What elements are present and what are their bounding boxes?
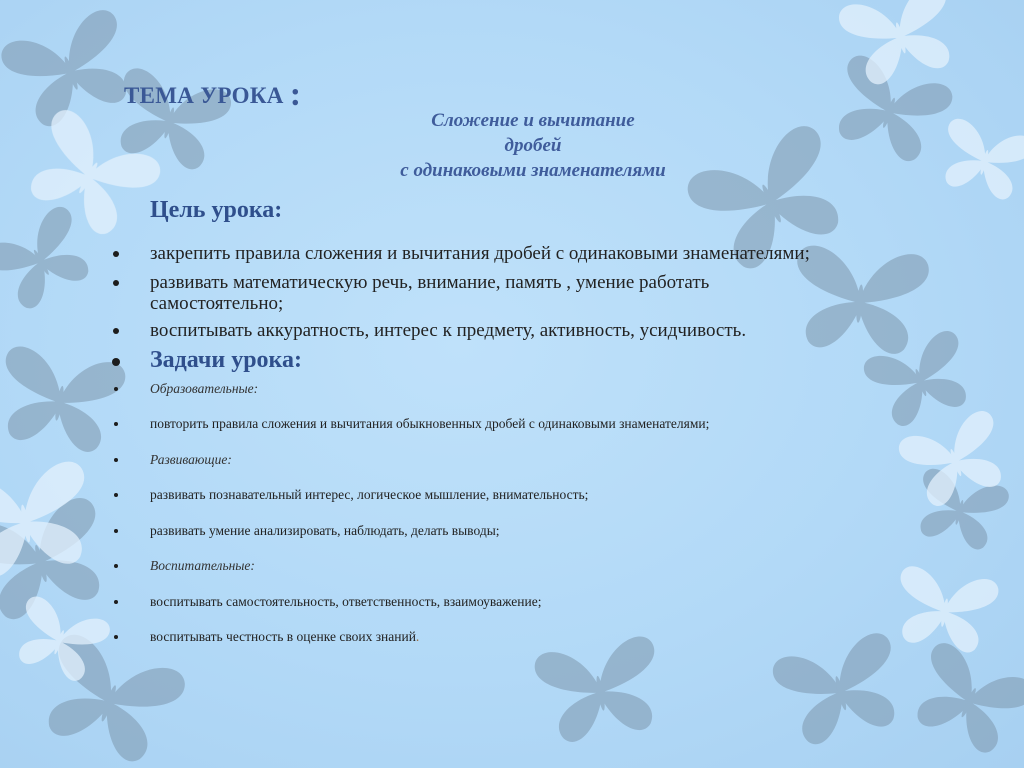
subtitle-line: дробей xyxy=(504,135,562,156)
goal-text: самостоятельно; xyxy=(150,293,284,314)
goal-text: воспитывать аккуратность, интерес к предмету, активность, усидчивость. xyxy=(150,320,747,341)
bullet-dot xyxy=(112,358,120,366)
task-trailing-period: . xyxy=(415,629,420,644)
task-text: Развивающие: xyxy=(150,452,232,467)
bullet-dot xyxy=(114,564,118,568)
bullet-dot xyxy=(114,458,118,462)
subtitle-line: Сложение и вычитание xyxy=(431,110,635,131)
bullet-dot xyxy=(114,493,118,497)
bullet-dot xyxy=(113,328,119,334)
lesson-topic-subtitle xyxy=(330,108,736,183)
bullet-dot xyxy=(114,529,118,533)
bullet-dot xyxy=(114,635,118,639)
bullet-dot xyxy=(114,387,118,391)
bullet-dot xyxy=(114,422,118,426)
task-text: развивать умение анализировать, наблюдать, делать выводы; xyxy=(150,523,500,538)
title-text: ТЕМА УРОКА xyxy=(124,83,284,108)
task-text: развивать познавательный интерес, логическое мышление, внимательность; xyxy=(150,487,589,502)
bullet-dot xyxy=(113,280,119,286)
task-text: повторить правила сложения и вычитания обыкновенных дробей с одинаковыми знаменателями; xyxy=(150,416,710,431)
task-text: Воспитательные: xyxy=(150,558,255,573)
bullet-dot xyxy=(113,251,119,257)
task-text: воспитывать честность в оценке своих знаний xyxy=(150,629,416,644)
subtitle-line: с одинаковыми знаменателями xyxy=(400,160,666,181)
task-text-wrapper xyxy=(150,629,419,645)
title-colon: : xyxy=(289,76,302,113)
goal-heading: Цель урока: xyxy=(150,197,283,223)
task-text: воспитывать самостоятельность, ответственность, взаимоуважение; xyxy=(150,594,542,609)
task-text: Образовательные: xyxy=(150,381,259,396)
lesson-topic-heading xyxy=(124,74,301,112)
goal-text: развивать математическую речь, внимание, память , умение работать xyxy=(150,272,710,293)
goal-text: закрепить правила сложения и вычитания дробей с одинаковыми знаменателями; xyxy=(150,243,810,264)
bullet-dot xyxy=(114,600,118,604)
tasks-heading: Задачи урока: xyxy=(150,347,303,373)
